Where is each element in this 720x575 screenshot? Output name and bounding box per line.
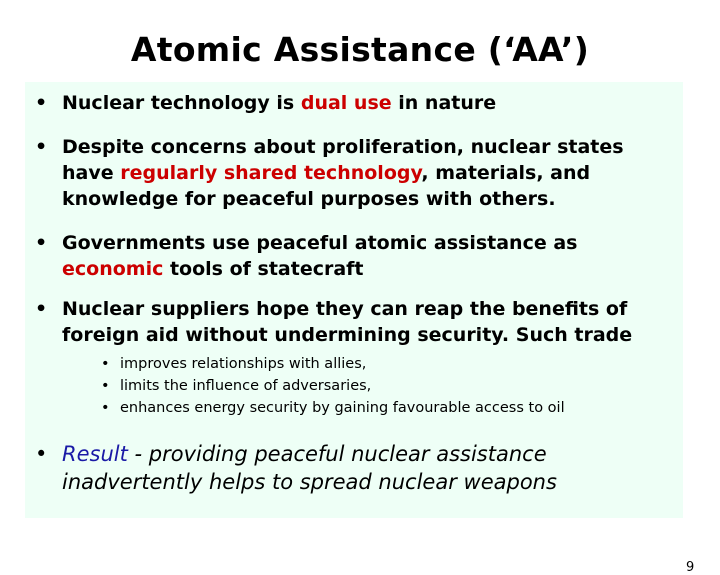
bullet-text-part: in nature xyxy=(391,92,497,114)
sub-bullet-marker: • xyxy=(101,356,110,372)
bullet-text: Nuclear suppliers hope they can reap the benefits of foreign aid without undermining security. Such trade xyxy=(62,298,633,346)
bullet-text-part: Governments use peaceful atomic assistance as xyxy=(62,232,578,254)
result-bullet xyxy=(35,440,675,496)
bullet-marker: • xyxy=(35,136,48,158)
highlight-text: regularly shared technology xyxy=(120,162,422,184)
bullet-item xyxy=(35,134,675,212)
sub-bullet-item xyxy=(101,376,691,397)
bullet-item xyxy=(35,296,675,348)
bullet-text xyxy=(62,134,675,212)
highlight-text: dual use xyxy=(300,92,392,114)
result-body: - providing peaceful nuclear assistance inadvertently helps to spread nuclear weapons xyxy=(62,442,557,494)
sub-bullet-marker: • xyxy=(101,378,110,394)
bullet-marker: • xyxy=(35,298,48,320)
sub-bullet-text: enhances energy security by gaining favourable access to oil xyxy=(120,400,565,416)
bullet-text-part: Nuclear technology is xyxy=(62,92,301,114)
bullet-marker: • xyxy=(35,442,48,466)
sub-bullet-item xyxy=(101,398,691,419)
sub-bullet-item xyxy=(101,354,691,375)
bullet-item xyxy=(35,90,675,116)
highlight-text: economic xyxy=(62,258,164,280)
bullet-marker: • xyxy=(35,232,48,254)
sub-bullet-text: limits the influence of adversaries, xyxy=(120,378,372,394)
bullet-text-part: tools of statecraft xyxy=(163,258,364,280)
slide-title: Atomic Assistance (‘AA’) xyxy=(130,30,590,69)
bullet-marker: • xyxy=(35,92,48,114)
sub-bullet-marker: • xyxy=(101,400,110,416)
bullet-text xyxy=(62,90,675,116)
bullet-text xyxy=(62,230,675,282)
bullet-item xyxy=(35,230,675,282)
content-box xyxy=(25,82,695,575)
bullet-text-part: Despite concerns about proliferation, nuclear states have xyxy=(62,136,624,184)
result-label: Result xyxy=(62,442,128,466)
page-number: 9 xyxy=(686,560,695,575)
result-text xyxy=(62,440,675,496)
bullet-text-part: , materials, and knowledge for peaceful purposes with others. xyxy=(62,162,591,210)
sub-bullet-text: improves relationships with allies, xyxy=(120,356,367,372)
